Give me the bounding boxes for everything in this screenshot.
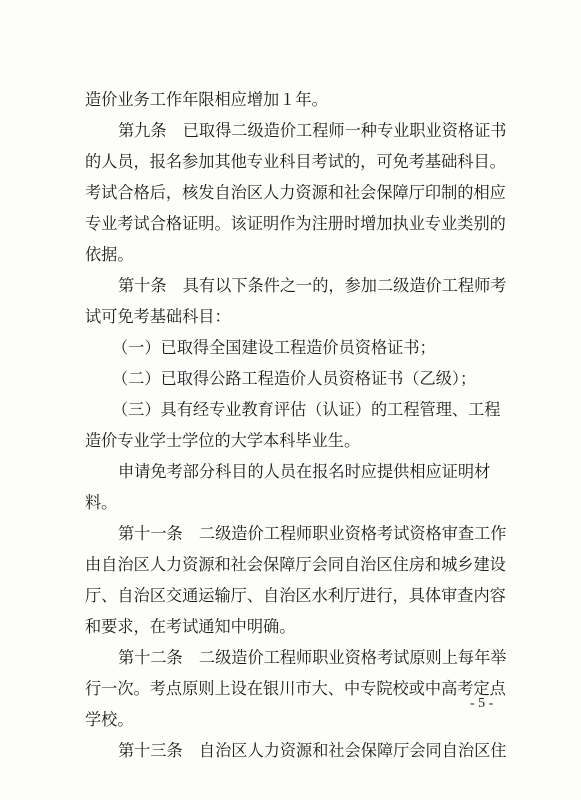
condition-3-line-1: （三）具有经专业教育评估（认证）的工程管理、工程	[112, 400, 501, 419]
condition-1: （一）已取得全国建设工程造价员资格证书；	[112, 338, 436, 357]
article-9-line-2: 的人员，报名参加其他专业科目考试的，可免考基础科目。	[85, 152, 506, 171]
article-9-line-4: 专业考试合格证明。该证明作为注册时增加执业专业类别的	[85, 214, 506, 233]
article-12-line-2: 行一次。考点原则上设在银川市大、中专院校或中高考定点	[85, 679, 506, 698]
text-line-1: 造价业务工作年限相应增加１年。	[85, 90, 328, 109]
condition-2: （二）已取得公路工程造价人员资格证书（乙级）；	[112, 369, 477, 388]
article-9-line-5: 依据。	[85, 245, 134, 264]
article-10-line-1: 第十条 具有以下条件之一的，参加二级造价工程师考	[118, 276, 507, 295]
article-11-line-2: 由自治区人力资源和社会保障厅会同自治区住房和城乡建设	[85, 555, 506, 574]
article-9-line-3: 考试合格后，核发自治区人力资源和社会保障厅印制的相应	[85, 183, 506, 202]
article-11-line-4: 和要求，在考试通知中明确。	[85, 617, 296, 636]
article-12-line-3: 学校。	[85, 710, 134, 729]
article-10-line-2: 试可免考基础科目：	[85, 307, 231, 326]
exemption-note-line-1: 申请免考部分科目的人员在报名时应提供相应证明材	[118, 462, 491, 481]
article-11-line-1: 第十一条 二级造价工程师职业资格考试资格审查工作	[118, 524, 507, 543]
exemption-note-line-2: 料。	[85, 493, 118, 512]
page-number: - 5 -	[470, 696, 494, 711]
article-9-line-1: 第九条 已取得二级造价工程师一种专业职业资格证书	[118, 121, 507, 140]
article-13-line-1: 第十三条 自治区人力资源和社会保障厅会同自治区住	[118, 741, 507, 760]
article-11-line-3: 厅、自治区交通运输厅、自治区水利厅进行，具体审查内容	[85, 586, 506, 605]
condition-3-line-2: 造价专业学士学位的大学本科毕业生。	[85, 431, 361, 450]
article-12-line-1: 第十二条 二级造价工程师职业资格考试原则上每年举	[118, 648, 507, 667]
